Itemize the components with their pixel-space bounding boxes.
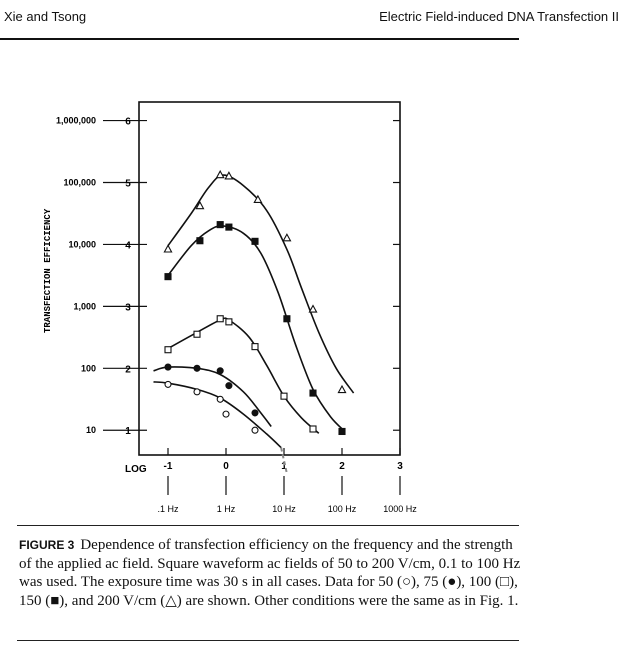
y-tick-label: 6 — [125, 116, 131, 128]
y-tick-label: 4 — [125, 240, 131, 252]
x-tick-label: 2 — [339, 461, 345, 472]
data-point — [217, 316, 223, 322]
y-tick-outer-label: 100,000 — [63, 177, 96, 188]
data-point — [165, 381, 171, 387]
running-header-title: Electric Field-induced DNA Transfection II — [379, 9, 619, 24]
x-tick-label: 0 — [223, 461, 229, 472]
y-tick-label: 2 — [125, 364, 131, 376]
data-point — [165, 364, 171, 370]
running-header-authors: Xie and Tsong — [4, 9, 87, 24]
y-tick-label: 3 — [125, 302, 131, 314]
x-tick-label: -1 — [163, 461, 173, 472]
x-axis-label: LOG — [125, 464, 147, 475]
data-point — [309, 305, 316, 312]
data-point — [223, 411, 229, 417]
x-tick-label: 3 — [397, 461, 403, 472]
plot-frame — [139, 102, 400, 455]
y-tick-outer-label: 1,000 — [73, 301, 96, 312]
data-point — [339, 428, 345, 434]
y-tick-outer-label: 10,000 — [68, 239, 96, 250]
data-point — [226, 383, 232, 389]
x-tick-label: 1 — [281, 461, 287, 472]
data-point — [310, 390, 316, 396]
data-point — [217, 368, 223, 374]
data-point — [194, 389, 200, 395]
data-point — [217, 396, 223, 402]
data-points — [164, 171, 345, 434]
data-point — [194, 365, 200, 371]
data-point — [252, 410, 258, 416]
y-tick-label: 1 — [125, 426, 131, 438]
data-point — [252, 238, 258, 244]
data-point — [338, 386, 345, 393]
data-point — [252, 344, 258, 350]
data-point — [165, 347, 171, 353]
data-point — [252, 427, 258, 433]
y-tick-outer-label: 10 — [85, 425, 96, 436]
caption-bottom-rule — [17, 640, 519, 641]
y-tick-outer-label: 100 — [80, 363, 96, 374]
plot-border — [139, 102, 400, 455]
data-point — [284, 316, 290, 322]
x-frequency-label: 1000 Hz — [383, 504, 417, 514]
data-point — [197, 238, 203, 244]
x-frequency-label: 1 Hz — [216, 504, 236, 514]
curve-200-v-cm — [168, 175, 354, 393]
data-point — [226, 224, 232, 230]
caption-text: Dependence of transfection efficiency on the frequency and the strength of the applied ac field. Square waveform ac fields of 50 to 200 V/cm, 0.1 to 100 Hz was used. The exposure time was 30 s in all cases. Data for 50 (○), 75 (●), 100 (□), 150 (■), and 200 V/cm (△) are shown. Other conditions were the same as in Fig. 1. — [19, 537, 521, 609]
data-point — [281, 393, 287, 399]
data-point — [164, 245, 171, 252]
x-frequency-label: .1 Hz — [157, 504, 179, 514]
y-tick-label: 5 — [125, 178, 131, 190]
curve-75-v-cm — [154, 367, 272, 427]
data-point — [194, 331, 200, 337]
figure-caption — [19, 536, 521, 610]
data-point — [310, 426, 316, 432]
data-point — [165, 274, 171, 280]
data-point — [226, 319, 232, 325]
x-frequency-label: 10 Hz — [272, 504, 296, 514]
data-point — [217, 222, 223, 228]
y-tick-outer-label: 1,000,000 — [55, 115, 96, 126]
curve-100-v-cm — [168, 318, 319, 433]
x-frequency-label: 100 Hz — [327, 504, 357, 514]
data-point — [283, 234, 290, 241]
caption-label: FIGURE 3 — [19, 538, 75, 552]
y-axis-label: TRANSFECTION EFFICIENCY — [43, 208, 53, 333]
caption-top-rule — [17, 525, 519, 526]
curve-150-v-cm — [168, 226, 345, 432]
